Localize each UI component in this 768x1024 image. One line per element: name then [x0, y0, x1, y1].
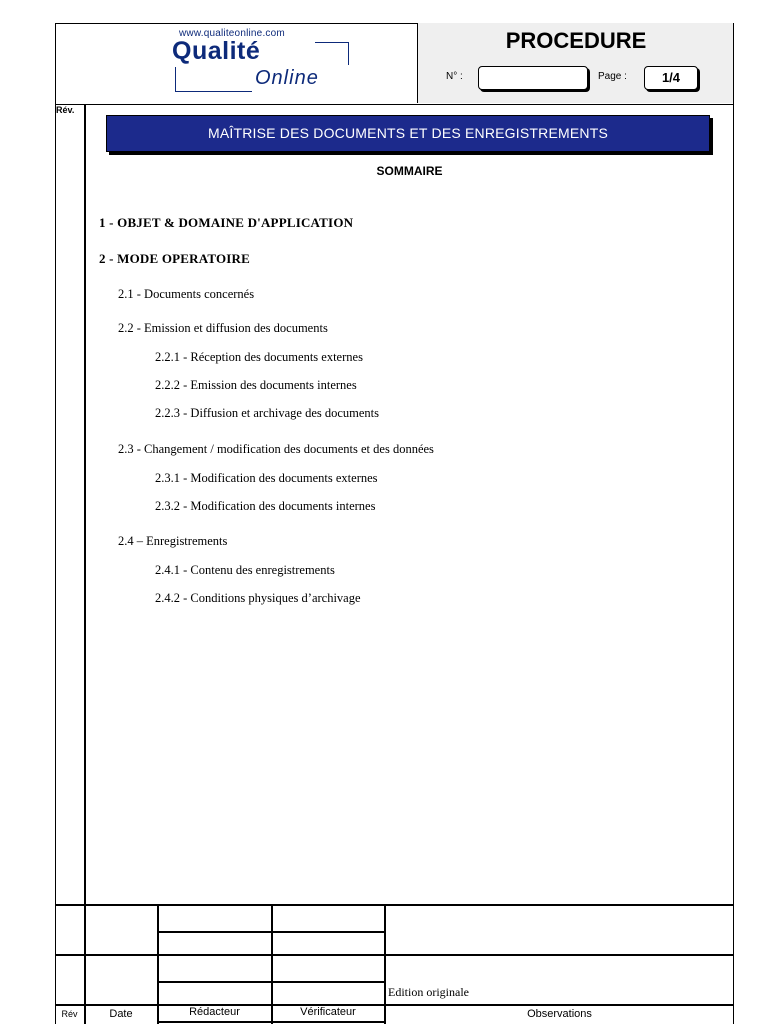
toc-item: 2.3.2 - Modification des documents internes: [155, 499, 376, 513]
sommaire-heading: SOMMAIRE: [376, 164, 443, 178]
toc-item: 2.1 - Documents concernés: [118, 287, 255, 301]
column-header-date: Date: [109, 1008, 133, 1020]
toc-item: 2.2.1 - Réception des documents externes: [155, 350, 363, 364]
logo-url: www.qualiteonline.com: [179, 28, 285, 39]
logo-name: Qualité: [172, 37, 261, 65]
toc-item: 1 - OBJET & DOMAINE D'APPLICATION: [99, 215, 354, 230]
number-field[interactable]: [478, 66, 588, 90]
rev-label: Rév.: [56, 105, 75, 115]
toc-item: 2.3.1 - Modification des documents externes: [155, 471, 378, 485]
page-label: Page :: [598, 71, 627, 82]
document-title-banner: MAÎTRISE DES DOCUMENTS ET DES ENREGISTREMENTS: [106, 115, 710, 152]
procedure-title: PROCEDURE: [505, 28, 647, 53]
toc-item: 2.4.1 - Contenu des enregistrements: [155, 563, 335, 577]
toc-item: 2 - MODE OPERATOIRE: [99, 251, 251, 266]
toc-item: 2.2 - Emission et diffusion des documents: [118, 321, 328, 335]
toc-item: 2.3 - Changement / modification des documents et des données: [118, 442, 434, 456]
column-header-observations: Observations: [527, 1008, 592, 1020]
page-field: 1/4: [644, 66, 698, 90]
toc-item: 2.2.2 - Emission des documents internes: [155, 378, 357, 392]
procedure-cell: [417, 23, 733, 103]
observation-text: Edition originale: [388, 985, 469, 999]
document-header: [55, 23, 734, 105]
toc-item: 2.4 – Enregistrements: [118, 534, 228, 548]
logo-subtitle: Online: [255, 67, 319, 89]
toc-item: 2.4.2 - Conditions physiques d’archivage: [155, 591, 361, 605]
column-header-verificateur: Vérificateur: [300, 1006, 356, 1018]
logo-bracket: [315, 42, 349, 65]
toc-item: 2.2.3 - Diffusion et archivage des documents: [155, 406, 380, 420]
column-header-redacteur: Rédacteur: [189, 1006, 240, 1018]
column-header-rev: Rév: [61, 1009, 78, 1019]
logo: [55, 23, 417, 103]
number-label: N° :: [446, 71, 463, 82]
